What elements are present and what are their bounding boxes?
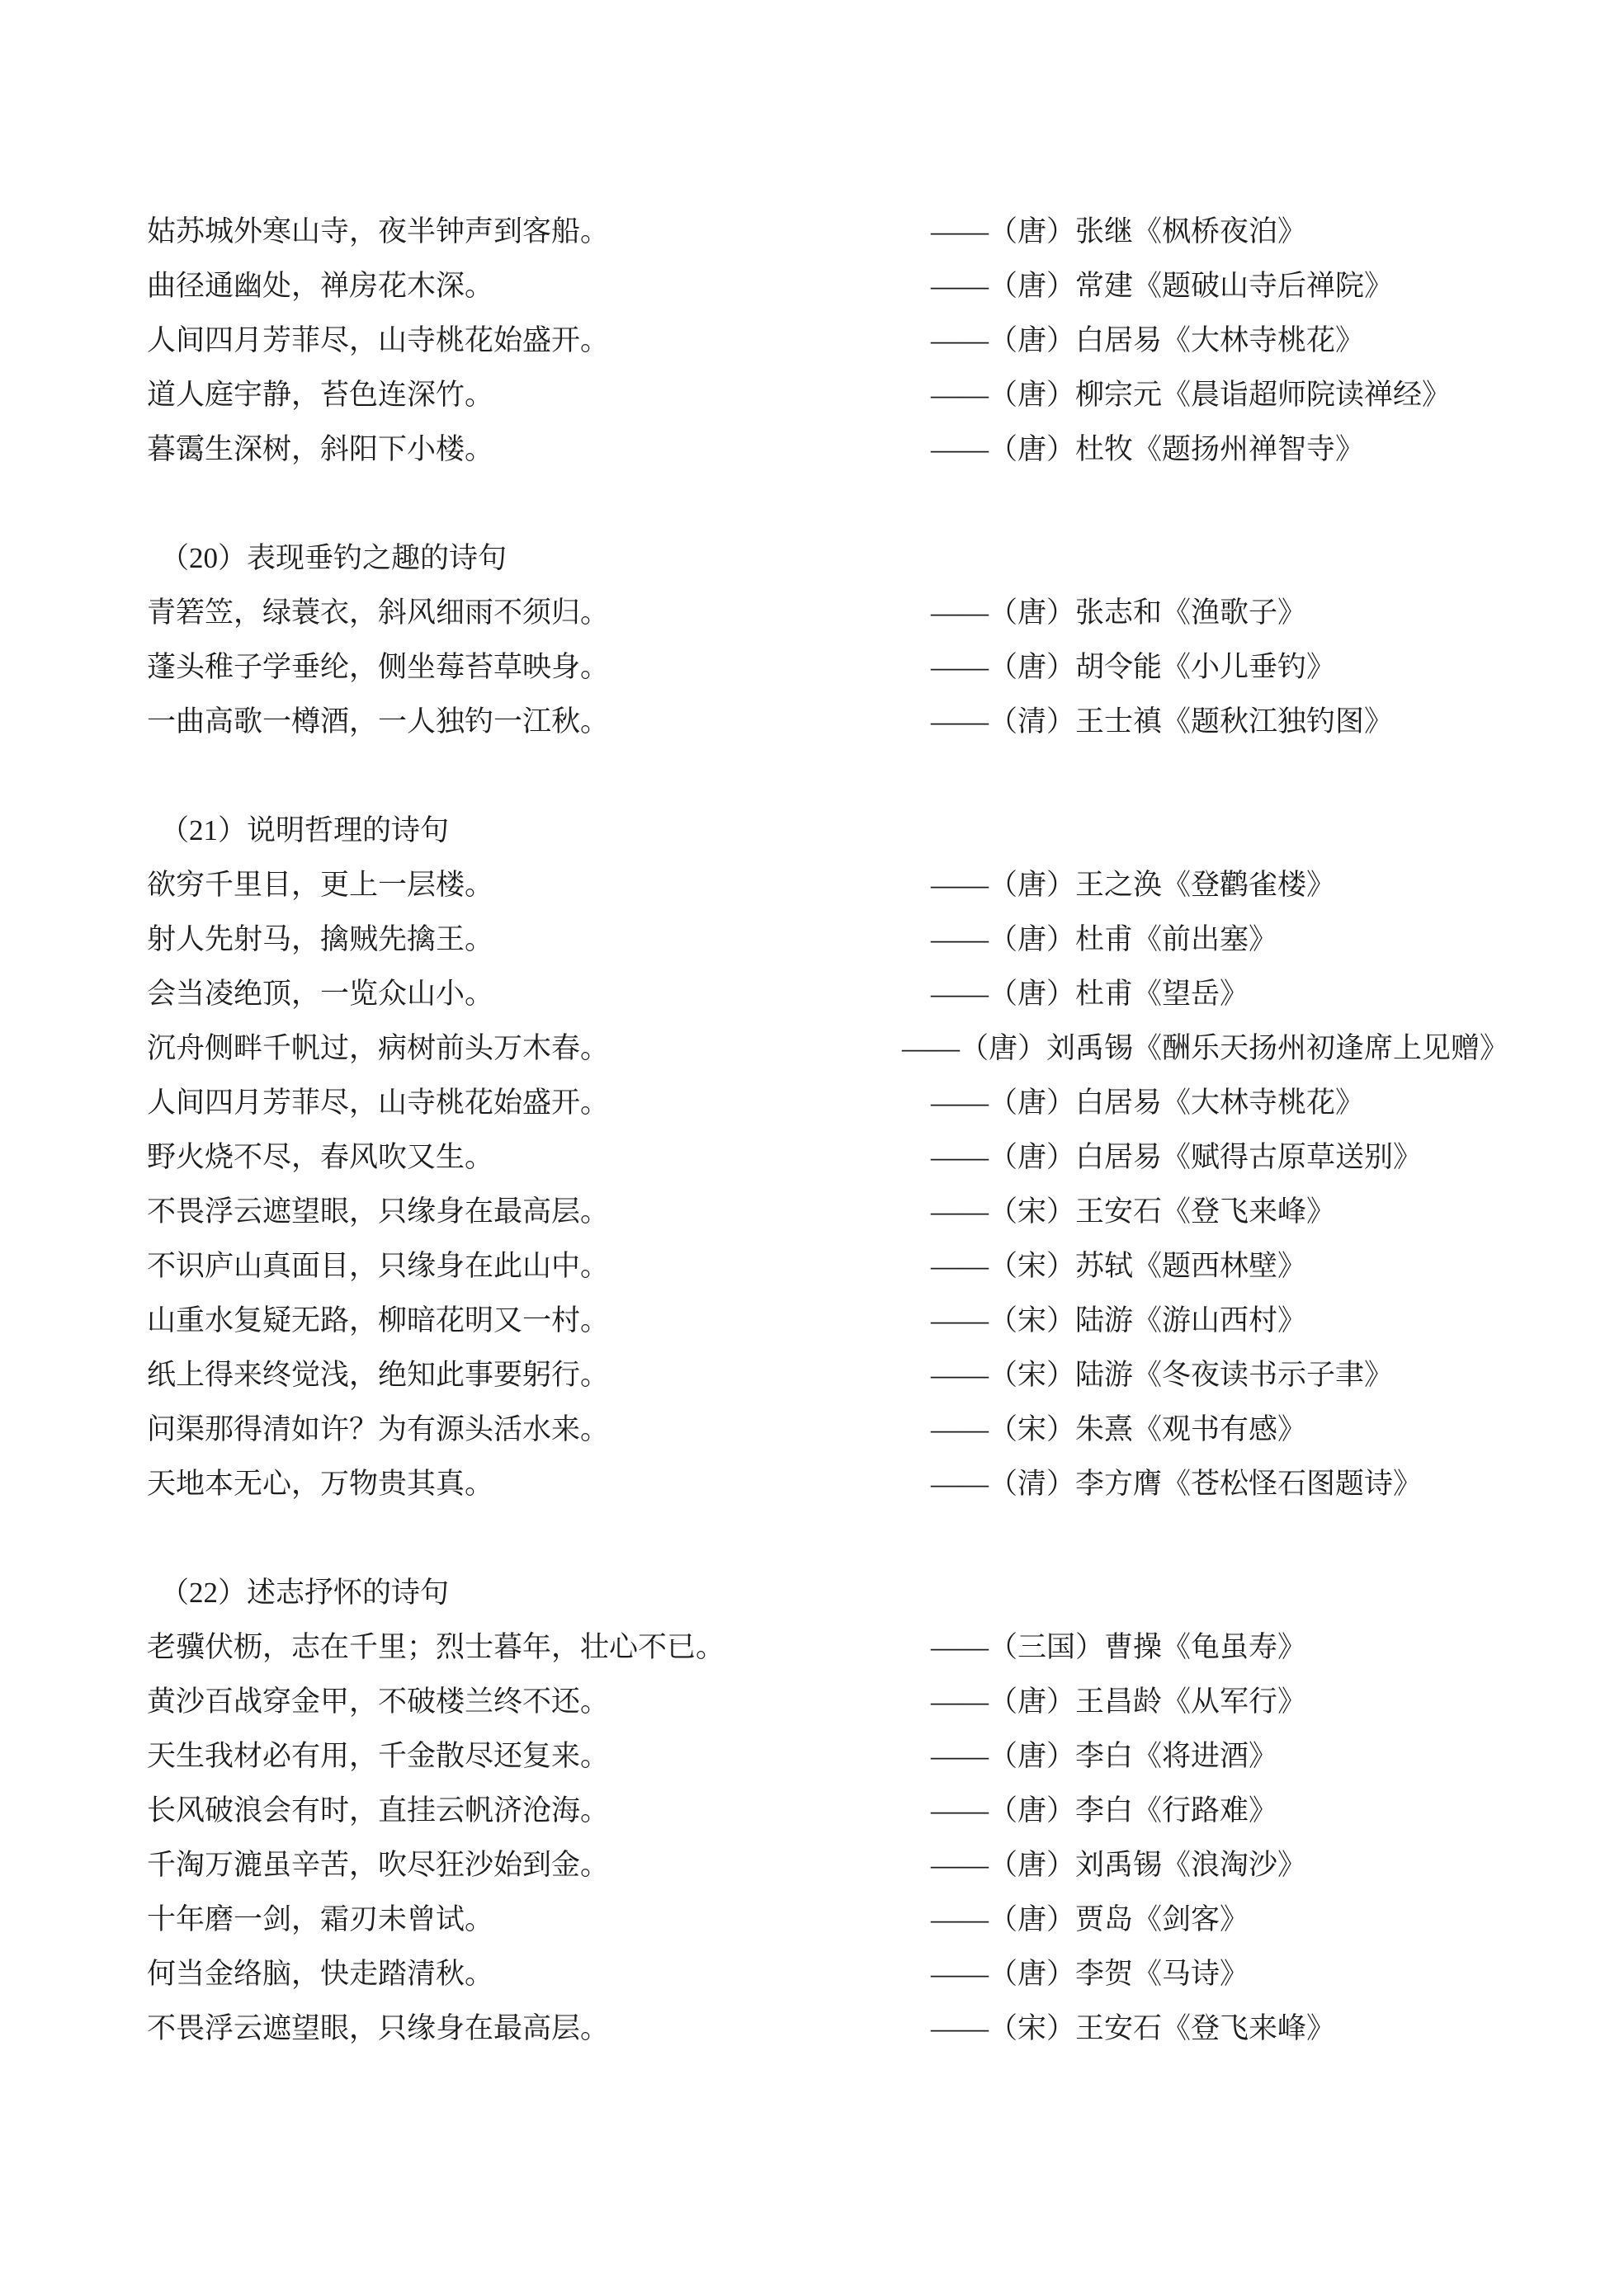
poem-source: ——（宋）朱熹《观书有感》: [931, 1413, 1307, 1445]
poem-source: ——（三国）曹操《龟虽寿》: [931, 1631, 1307, 1663]
poem-source: ——（唐）刘禹锡《酬乐天扬州初逢席上见赠》: [902, 1032, 1509, 1064]
poem-line: [0, 1457, 1624, 1511]
poem-source: ——（唐）李白《将进酒》: [931, 1740, 1278, 1772]
poem-source: ——（宋）陆游《游山西村》: [931, 1304, 1307, 1337]
poem-source: ——（唐）李白《行路难》: [931, 1794, 1278, 1827]
poem-quote: 纸上得来终觉浅，绝知此事要躬行。: [147, 1359, 610, 1391]
poem-quote: 暮霭生深树，斜阳下小楼。: [147, 433, 494, 465]
poem-quote: 山重水复疑无路，柳暗花明又一村。: [147, 1304, 610, 1337]
poem-quote: 十年磨一剑，霜刃未曾试。: [147, 1903, 494, 1935]
poem-quote: 何当金络脑，快走踏清秋。: [147, 1958, 494, 1990]
poem-quote: 天地本无心，万物贵其真。: [147, 1468, 494, 1500]
poem-line: [0, 640, 1624, 695]
poem-line: [0, 1076, 1624, 1130]
poem-line: [0, 422, 1624, 477]
poem-line: [0, 695, 1624, 749]
poem-source: ——（清）王士禛《题秋江独钓图》: [931, 705, 1394, 738]
poem-source: ——（唐）白居易《大林寺桃花》: [931, 1087, 1365, 1119]
poem-line: [0, 1403, 1624, 1457]
poem-line: [0, 1838, 1624, 1893]
poem-line: [0, 1675, 1624, 1729]
poem-source: ——（宋）王安石《登飞来峰》: [931, 2012, 1336, 2044]
poem-source: ——（宋）陆游《冬夜读书示子聿》: [931, 1359, 1394, 1391]
section-heading-20: [0, 531, 1624, 586]
section-heading-label: （21）说明哲理的诗句: [160, 814, 450, 846]
poem-source: ——（唐）刘禹锡《浪淘沙》: [931, 1849, 1307, 1881]
poem-line: [0, 1294, 1624, 1348]
poem-quote: 一曲高歌一樽酒，一人独钓一江秋。: [147, 705, 610, 738]
poem-quote: 不畏浮云遮望眼，只缘身在最高层。: [147, 2012, 610, 2044]
poem-quote: 沉舟侧畔千帆过，病树前头万木春。: [147, 1032, 610, 1064]
poem-quote: 天生我材必有用，千金散尽还复来。: [147, 1740, 610, 1772]
poem-source: ——（唐）杜甫《望岳》: [931, 978, 1249, 1010]
poem-quote: 不识庐山真面目，只缘身在此山中。: [147, 1250, 610, 1282]
poem-source: ——（唐）胡令能《小儿垂钓》: [931, 651, 1336, 683]
poem-quote: 老骥伏枥，志在千里；烈士暮年，壮心不已。: [147, 1631, 725, 1663]
poem-quote: 曲径通幽处，禅房花木深。: [147, 270, 494, 302]
poem-line: [0, 967, 1624, 1021]
poem-line: [0, 1893, 1624, 1947]
poem-line: [0, 1239, 1624, 1294]
poem-quote: 姑苏城外寒山寺，夜半钟声到客船。: [147, 215, 610, 248]
poem-quote: 问渠那得清如许？为有源头活水来。: [147, 1413, 610, 1445]
poem-quote: 人间四月芳菲尽，山寺桃花始盛开。: [147, 1087, 610, 1119]
poem-quote: 长风破浪会有时，直挂云帆济沧海。: [147, 1794, 610, 1827]
poem-quote: 千淘万漉虽辛苦，吹尽狂沙始到金。: [147, 1849, 610, 1881]
poem-source: ——（唐）贾岛《剑客》: [931, 1903, 1249, 1935]
poem-line: [0, 912, 1624, 967]
poem-quote: 射人先射马，擒贼先擒王。: [147, 923, 494, 955]
poem-source: ——（唐）杜甫《前出塞》: [931, 923, 1278, 955]
poem-source: ——（唐）王昌龄《从军行》: [931, 1685, 1307, 1718]
poem-line: [0, 368, 1624, 422]
poem-source: ——（宋）苏轼《题西林壁》: [931, 1250, 1307, 1282]
poem-line: [0, 259, 1624, 314]
poem-line: [0, 1021, 1624, 1076]
poem-line: [0, 858, 1624, 912]
poem-line: [0, 1947, 1624, 2001]
poem-quote: 人间四月芳菲尽，山寺桃花始盛开。: [147, 324, 610, 356]
poem-line: [0, 205, 1624, 259]
poem-quote: 野火烧不尽，春风吹又生。: [147, 1141, 494, 1173]
poem-line: [0, 1348, 1624, 1403]
poem-line: [0, 1729, 1624, 1784]
poem-quote: 道人庭宇静，苔色连深竹。: [147, 379, 494, 411]
section-heading-22: [0, 1566, 1624, 1620]
poem-line: [0, 1185, 1624, 1239]
poem-quote: 蓬头稚子学垂纶，侧坐莓苔草映身。: [147, 651, 610, 683]
poem-quote: 黄沙百战穿金甲，不破楼兰终不还。: [147, 1685, 610, 1718]
section-heading-21: [0, 804, 1624, 858]
poem-line: [0, 1620, 1624, 1675]
poem-source: ——（唐）常建《题破山寺后禅院》: [931, 270, 1394, 302]
poem-source: ——（唐）张继《枫桥夜泊》: [931, 215, 1307, 248]
section-heading-label: （22）述志抒怀的诗句: [160, 1577, 450, 1609]
poem-source: ——（唐）柳宗元《晨诣超师院读禅经》: [931, 379, 1452, 411]
poem-line: [0, 1784, 1624, 1838]
poem-quote: 青箬笠，绿蓑衣，斜风细雨不须归。: [147, 596, 610, 629]
poem-line: [0, 1130, 1624, 1185]
poem-line: [0, 2001, 1624, 2056]
poem-source: ——（唐）白居易《大林寺桃花》: [931, 324, 1365, 356]
poem-source: ——（唐）李贺《马诗》: [931, 1958, 1249, 1990]
poem-line: [0, 314, 1624, 368]
poem-source: ——（唐）王之涣《登鹳雀楼》: [931, 869, 1336, 901]
poem-source: ——（唐）张志和《渔歌子》: [931, 596, 1307, 629]
poem-source: ——（宋）王安石《登飞来峰》: [931, 1195, 1336, 1228]
poem-line: [0, 586, 1624, 640]
poem-source: ——（清）李方膺《苍松怪石图题诗》: [931, 1468, 1423, 1500]
poem-quote: 不畏浮云遮望眼，只缘身在最高层。: [147, 1195, 610, 1228]
poem-source: ——（唐）杜牧《题扬州禅智寺》: [931, 433, 1365, 465]
poem-quote: 欲穷千里目，更上一层楼。: [147, 869, 494, 901]
poem-quote: 会当凌绝顶，一览众山小。: [147, 978, 494, 1010]
section-heading-label: （20）表现垂钓之趣的诗句: [160, 542, 508, 574]
poem-source: ——（唐）白居易《赋得古原草送别》: [931, 1141, 1423, 1173]
